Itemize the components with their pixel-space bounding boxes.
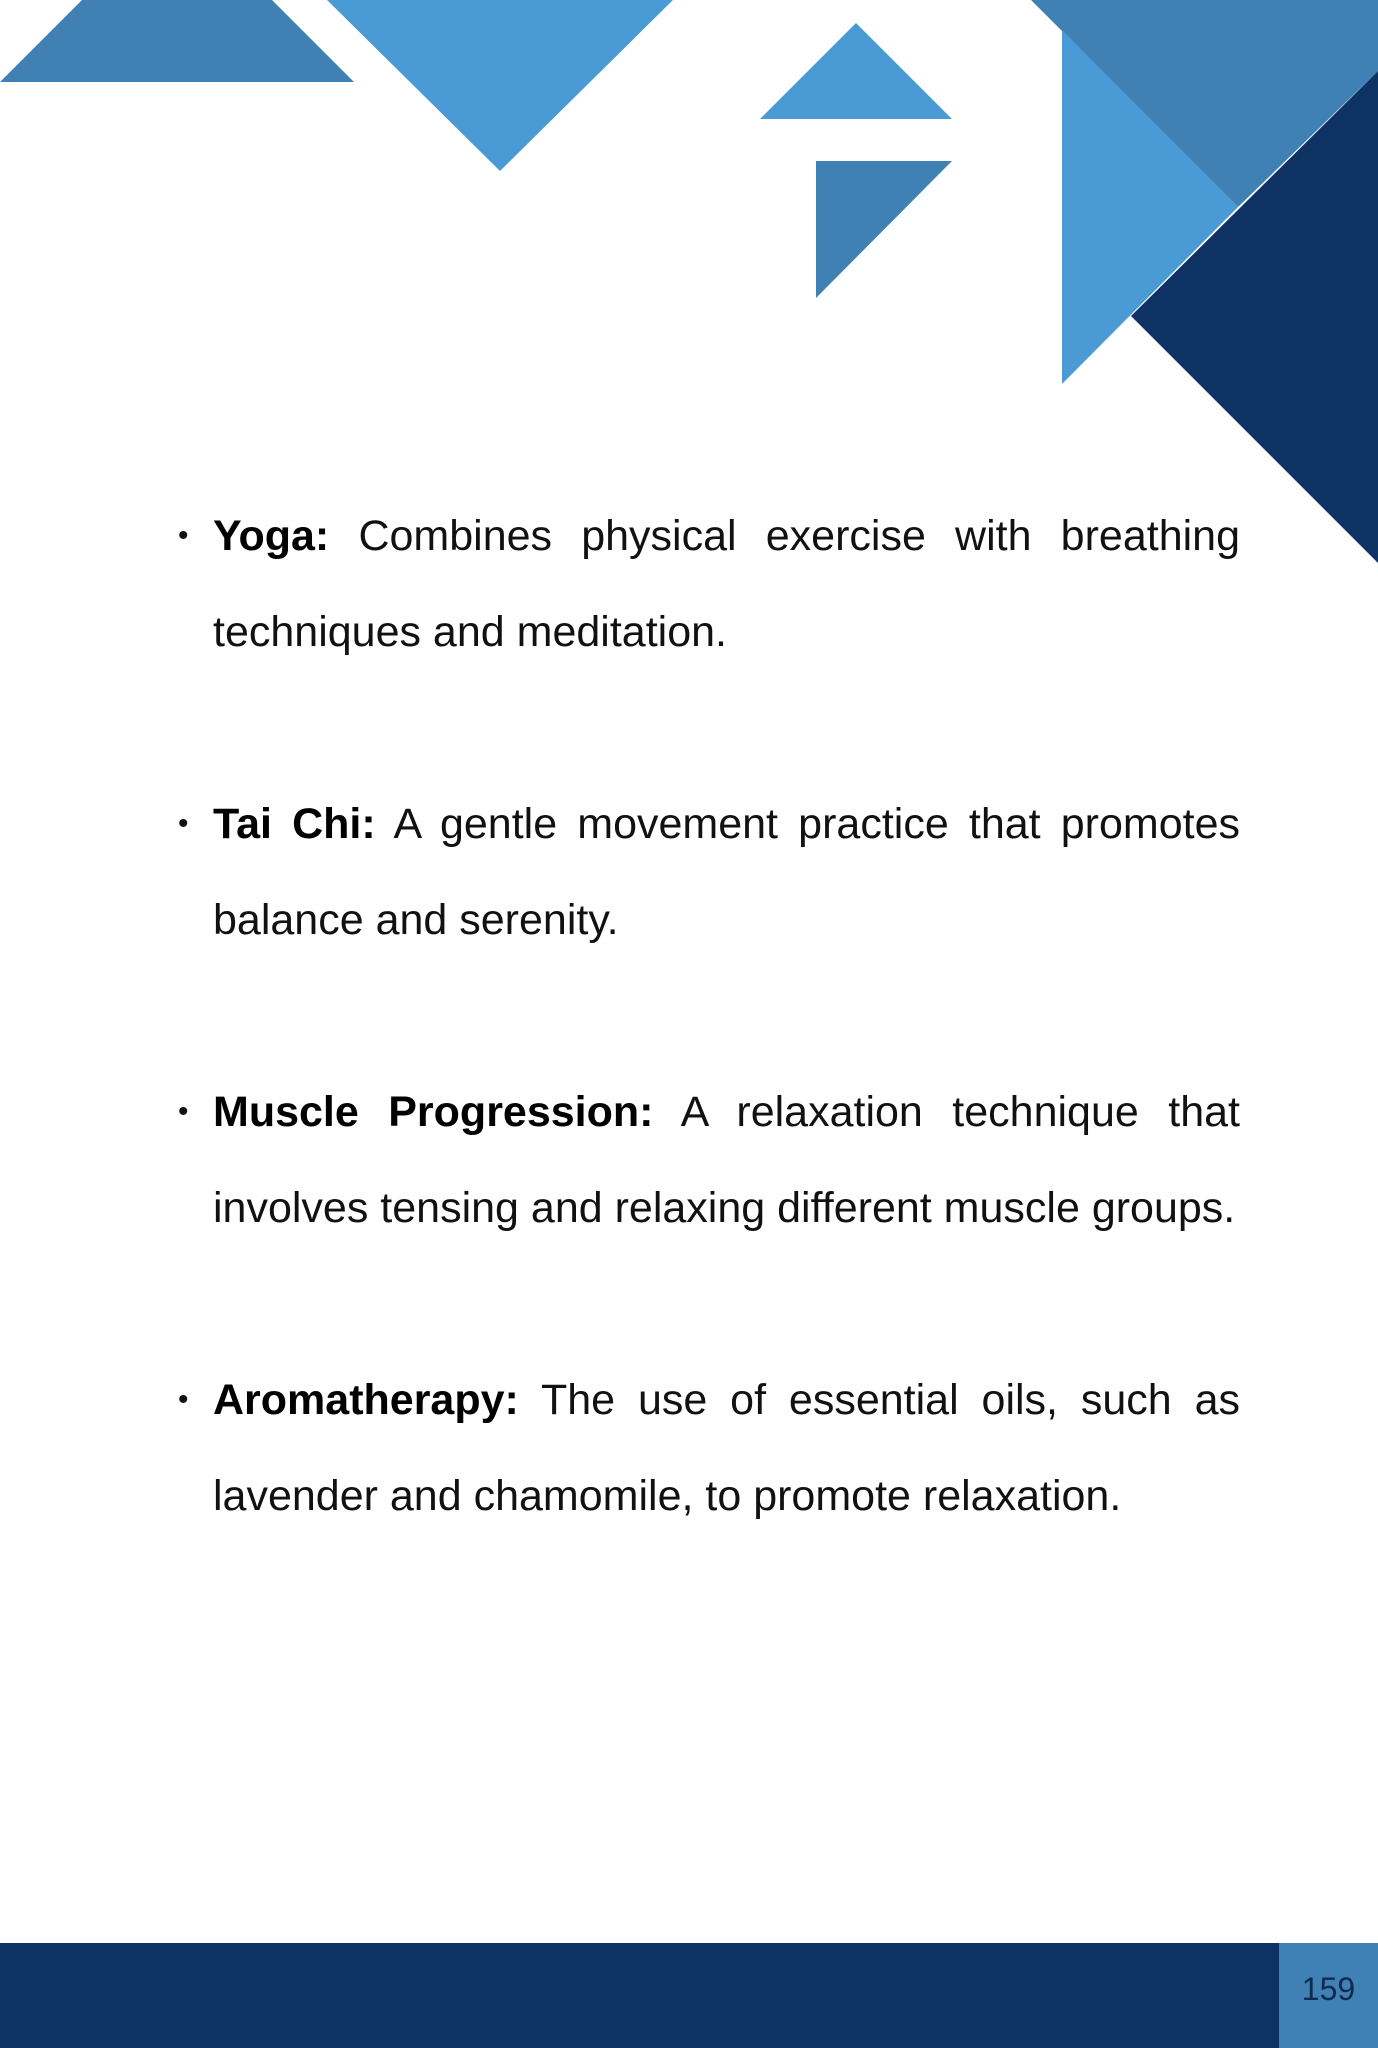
footer-bar [0,1943,1378,2048]
bullet-icon: • [178,807,189,840]
item-description: Combines physical exercise with breathing techniques and meditation. [213,512,1240,656]
list-item [178,1352,1240,1544]
triangle-small-up [760,23,952,119]
triangle-top-left [0,0,354,82]
bullet-icon: • [178,1095,189,1128]
page-number-box [1279,1943,1378,2048]
item-term: Tai Chi: [213,800,376,848]
item-description: A gentle movement practice that promotes balance and serenity. [213,800,1241,944]
list-item [178,1064,1240,1256]
triangle-small-down [816,161,952,298]
item-term: Muscle Progression: [213,1088,654,1136]
list-item [178,776,1240,968]
item-description: A relaxation technique that involves tensing and relaxing different muscle groups. [213,1088,1240,1232]
item-description: The use of essential oils, such as lavender and chamomile, to promote relaxation. [213,1376,1241,1520]
bullet-list [178,488,1240,1544]
item-term: Aromatherapy: [213,1376,519,1424]
item-term: Yoga: [213,512,330,560]
bullet-icon: • [178,1383,189,1416]
list-item [178,488,1240,680]
bullet-icon: • [178,519,189,552]
triangle-top-center [327,0,673,171]
page-number: 159 [1301,1971,1356,2007]
